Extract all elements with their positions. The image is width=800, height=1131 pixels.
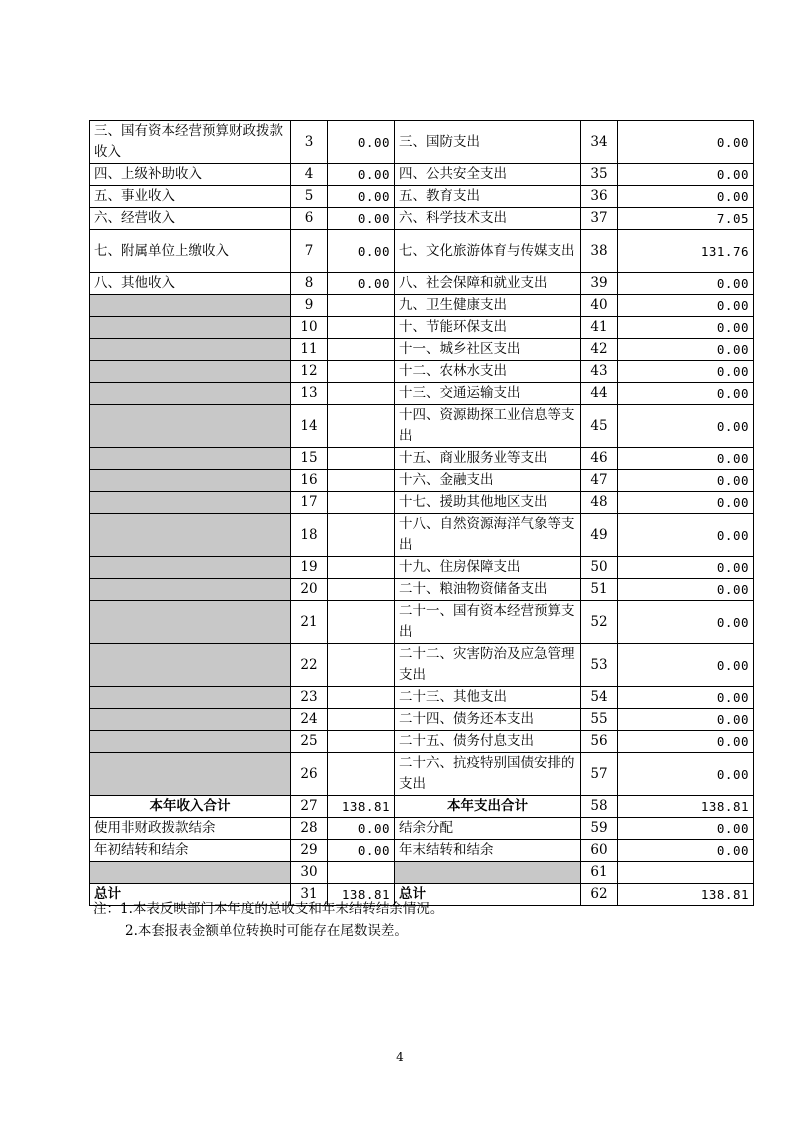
income-amount-cell: 0.00: [328, 230, 395, 273]
income-item-cell: [90, 687, 291, 709]
expense-item-cell: 二十二、灾害防治及应急管理支出: [395, 644, 581, 687]
income-no-cell: 25: [291, 731, 328, 753]
expense-no-cell: 43: [581, 361, 618, 383]
income-amount-cell: 0.00: [328, 208, 395, 230]
income-item-cell: [90, 470, 291, 492]
table-row: [90, 492, 754, 514]
expense-no-cell: 51: [581, 579, 618, 601]
expense-item-cell: 十一、城乡社区支出: [395, 339, 581, 361]
income-item-cell: [90, 295, 291, 317]
expense-item-cell: 十二、农林水支出: [395, 361, 581, 383]
expense-item-cell: 年末结转和结余: [395, 840, 581, 862]
expense-item-cell: 十九、住房保障支出: [395, 557, 581, 579]
income-amount-cell: [328, 317, 395, 339]
expense-item-cell: 十、节能环保支出: [395, 317, 581, 339]
expense-no-cell: 41: [581, 317, 618, 339]
table-row: [90, 709, 754, 731]
table-row: [90, 448, 754, 470]
expense-item-cell: 本年支出合计: [395, 796, 581, 818]
expense-no-cell: 54: [581, 687, 618, 709]
income-no-cell: 13: [291, 383, 328, 405]
income-item-cell: 三、国有资本经营预算财政拨款收入: [90, 121, 291, 164]
income-no-cell: 12: [291, 361, 328, 383]
expense-amount-cell: 0.00: [618, 818, 754, 840]
income-amount-cell: 0.00: [328, 273, 395, 295]
income-no-cell: 26: [291, 753, 328, 796]
table-row: [90, 557, 754, 579]
income-no-cell: 7: [291, 230, 328, 273]
table-row: [90, 121, 754, 164]
expense-item-cell: 二十六、抗疫特别国债安排的支出: [395, 753, 581, 796]
income-amount-cell: [328, 295, 395, 317]
expense-no-cell: 36: [581, 186, 618, 208]
table-row: [90, 273, 754, 295]
note-line-2: 2.本套报表金额单位转换时可能存在尾数误差。: [125, 923, 408, 939]
expense-no-cell: 40: [581, 295, 618, 317]
expense-amount-cell: 0.00: [618, 448, 754, 470]
expense-no-cell: 38: [581, 230, 618, 273]
income-amount-cell: [328, 709, 395, 731]
expense-amount-cell: 0.00: [618, 295, 754, 317]
income-amount-cell: 138.81: [328, 884, 395, 906]
expense-amount-cell: 0.00: [618, 579, 754, 601]
income-amount-cell: [328, 601, 395, 644]
income-item-cell: [90, 492, 291, 514]
table-row: [90, 339, 754, 361]
expense-no-cell: 44: [581, 383, 618, 405]
income-no-cell: 19: [291, 557, 328, 579]
expense-no-cell: 58: [581, 796, 618, 818]
table-row: [90, 186, 754, 208]
income-item-cell: [90, 709, 291, 731]
income-no-cell: 8: [291, 273, 328, 295]
expense-amount-cell: 0.00: [618, 164, 754, 186]
expense-no-cell: 55: [581, 709, 618, 731]
income-item-cell: 四、上级补助收入: [90, 164, 291, 186]
expense-item-cell: 四、公共安全支出: [395, 164, 581, 186]
income-item-cell: [90, 557, 291, 579]
income-amount-cell: [328, 514, 395, 557]
table-row: [90, 361, 754, 383]
expense-no-cell: 35: [581, 164, 618, 186]
income-amount-cell: [328, 557, 395, 579]
note-line-1: 注：1.本表反映部门本年度的总收支和年末结转结余情况。: [93, 901, 444, 917]
income-no-cell: 11: [291, 339, 328, 361]
expense-amount-cell: 138.81: [618, 884, 754, 906]
table-row: [90, 164, 754, 186]
income-item-cell: [90, 731, 291, 753]
income-item-cell: 年初结转和结余: [90, 840, 291, 862]
income-no-cell: 4: [291, 164, 328, 186]
table-row: [90, 579, 754, 601]
budget-summary-table: [89, 120, 754, 906]
income-item-cell: [90, 361, 291, 383]
income-item-cell: [90, 514, 291, 557]
income-amount-cell: [328, 644, 395, 687]
expense-no-cell: 49: [581, 514, 618, 557]
expense-no-cell: 42: [581, 339, 618, 361]
expense-item-cell: 三、国防支出: [395, 121, 581, 164]
expense-no-cell: 34: [581, 121, 618, 164]
table-row: [90, 208, 754, 230]
table-row: [90, 644, 754, 687]
expense-amount-cell: 0.00: [618, 514, 754, 557]
table-row: [90, 818, 754, 840]
income-no-cell: 29: [291, 840, 328, 862]
income-amount-cell: [328, 753, 395, 796]
income-no-cell: 28: [291, 818, 328, 840]
income-amount-cell: [328, 579, 395, 601]
income-no-cell: 17: [291, 492, 328, 514]
expense-no-cell: 46: [581, 448, 618, 470]
expense-no-cell: 62: [581, 884, 618, 906]
expense-item-cell: 二十、粮油物资储备支出: [395, 579, 581, 601]
page-number: 4: [396, 1050, 404, 1064]
income-amount-cell: [328, 339, 395, 361]
income-item-cell: [90, 579, 291, 601]
expense-item-cell: 二十三、其他支出: [395, 687, 581, 709]
income-no-cell: 22: [291, 644, 328, 687]
expense-no-cell: 61: [581, 862, 618, 884]
expense-item-cell: 二十五、债务付息支出: [395, 731, 581, 753]
expense-no-cell: 59: [581, 818, 618, 840]
expense-amount-cell: 7.05: [618, 208, 754, 230]
expense-amount-cell: 0.00: [618, 405, 754, 448]
expense-no-cell: 53: [581, 644, 618, 687]
table-row: [90, 840, 754, 862]
table-row: [90, 317, 754, 339]
table-row: [90, 514, 754, 557]
income-no-cell: 16: [291, 470, 328, 492]
income-no-cell: 6: [291, 208, 328, 230]
income-item-cell: [90, 405, 291, 448]
table-row: [90, 753, 754, 796]
expense-amount-cell: 0.00: [618, 840, 754, 862]
income-amount-cell: 0.00: [328, 840, 395, 862]
expense-amount-cell: 0.00: [618, 687, 754, 709]
expense-amount-cell: 0.00: [618, 383, 754, 405]
income-item-cell: [90, 753, 291, 796]
table-notes: [93, 898, 443, 942]
income-amount-cell: [328, 862, 395, 884]
income-no-cell: 15: [291, 448, 328, 470]
income-amount-cell: [328, 470, 395, 492]
income-item-cell: [90, 448, 291, 470]
expense-no-cell: 60: [581, 840, 618, 862]
expense-amount-cell: 0.00: [618, 273, 754, 295]
income-item-cell: [90, 862, 291, 884]
income-amount-cell: [328, 405, 395, 448]
income-no-cell: 20: [291, 579, 328, 601]
expense-item-cell: 七、文化旅游体育与传媒支出: [395, 230, 581, 273]
expense-item-cell: 二十一、国有资本经营预算支出: [395, 601, 581, 644]
income-item-cell: 总计: [90, 884, 291, 906]
income-item-cell: 八、其他收入: [90, 273, 291, 295]
expense-no-cell: 45: [581, 405, 618, 448]
table-row: [90, 731, 754, 753]
expense-item-cell: 十八、自然资源海洋气象等支出: [395, 514, 581, 557]
expense-amount-cell: 0.00: [618, 644, 754, 687]
income-item-cell: 七、附属单位上缴收入: [90, 230, 291, 273]
income-amount-cell: [328, 731, 395, 753]
income-no-cell: 5: [291, 186, 328, 208]
table-row: [90, 230, 754, 273]
expense-amount-cell: 0.00: [618, 317, 754, 339]
expense-item-cell: 八、社会保障和就业支出: [395, 273, 581, 295]
income-no-cell: 23: [291, 687, 328, 709]
income-amount-cell: 0.00: [328, 818, 395, 840]
income-item-cell: 五、事业收入: [90, 186, 291, 208]
income-item-cell: 六、经营收入: [90, 208, 291, 230]
income-item-cell: 使用非财政拨款结余: [90, 818, 291, 840]
expense-amount-cell: 138.81: [618, 796, 754, 818]
expense-item-cell: 十五、商业服务业等支出: [395, 448, 581, 470]
expense-amount-cell: [618, 862, 754, 884]
income-amount-cell: [328, 492, 395, 514]
table-row: [90, 470, 754, 492]
income-item-cell: [90, 383, 291, 405]
expense-amount-cell: 0.00: [618, 557, 754, 579]
income-no-cell: 3: [291, 121, 328, 164]
income-item-cell: [90, 317, 291, 339]
income-amount-cell: 0.00: [328, 186, 395, 208]
table-row: [90, 383, 754, 405]
expense-no-cell: 56: [581, 731, 618, 753]
income-no-cell: 18: [291, 514, 328, 557]
expense-amount-cell: 0.00: [618, 186, 754, 208]
expense-amount-cell: 0.00: [618, 731, 754, 753]
income-item-cell: 本年收入合计: [90, 796, 291, 818]
expense-item-cell: [395, 862, 581, 884]
expense-amount-cell: 0.00: [618, 753, 754, 796]
expense-amount-cell: 0.00: [618, 121, 754, 164]
income-no-cell: 31: [291, 884, 328, 906]
table-row: [90, 295, 754, 317]
expense-amount-cell: 0.00: [618, 361, 754, 383]
expense-amount-cell: 131.76: [618, 230, 754, 273]
income-amount-cell: [328, 383, 395, 405]
expense-no-cell: 48: [581, 492, 618, 514]
expense-no-cell: 39: [581, 273, 618, 295]
expense-item-cell: 六、科学技术支出: [395, 208, 581, 230]
income-no-cell: 27: [291, 796, 328, 818]
table-row: [90, 862, 754, 884]
income-no-cell: 21: [291, 601, 328, 644]
income-amount-cell: 0.00: [328, 121, 395, 164]
income-amount-cell: [328, 687, 395, 709]
table-row: [90, 405, 754, 448]
expense-no-cell: 52: [581, 601, 618, 644]
expense-item-cell: 九、卫生健康支出: [395, 295, 581, 317]
expense-no-cell: 50: [581, 557, 618, 579]
income-amount-cell: 0.00: [328, 164, 395, 186]
expense-no-cell: 47: [581, 470, 618, 492]
income-amount-cell: 138.81: [328, 796, 395, 818]
expense-amount-cell: 0.00: [618, 492, 754, 514]
table-row: [90, 601, 754, 644]
expense-item-cell: 总计: [395, 884, 581, 906]
expense-item-cell: 二十四、债务还本支出: [395, 709, 581, 731]
expense-item-cell: 十三、交通运输支出: [395, 383, 581, 405]
expense-amount-cell: 0.00: [618, 470, 754, 492]
expense-amount-cell: 0.00: [618, 709, 754, 731]
income-no-cell: 9: [291, 295, 328, 317]
income-no-cell: 14: [291, 405, 328, 448]
income-amount-cell: [328, 361, 395, 383]
expense-item-cell: 十七、援助其他地区支出: [395, 492, 581, 514]
income-item-cell: [90, 601, 291, 644]
income-no-cell: 10: [291, 317, 328, 339]
expense-amount-cell: 0.00: [618, 601, 754, 644]
expense-no-cell: 37: [581, 208, 618, 230]
income-no-cell: 30: [291, 862, 328, 884]
expense-amount-cell: 0.00: [618, 339, 754, 361]
table-row: [90, 796, 754, 818]
income-item-cell: [90, 644, 291, 687]
income-item-cell: [90, 339, 291, 361]
expense-item-cell: 结余分配: [395, 818, 581, 840]
expense-item-cell: 五、教育支出: [395, 186, 581, 208]
income-no-cell: 24: [291, 709, 328, 731]
table-row: [90, 687, 754, 709]
expense-no-cell: 57: [581, 753, 618, 796]
expense-item-cell: 十四、资源勘探工业信息等支出: [395, 405, 581, 448]
expense-item-cell: 十六、金融支出: [395, 470, 581, 492]
income-amount-cell: [328, 448, 395, 470]
